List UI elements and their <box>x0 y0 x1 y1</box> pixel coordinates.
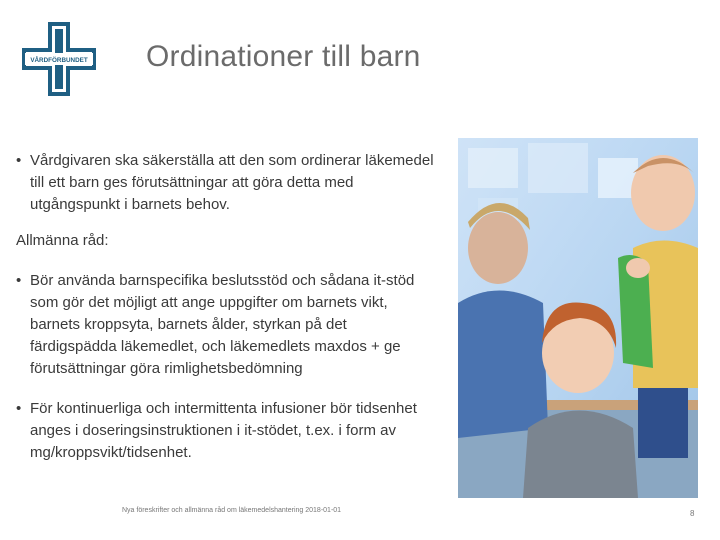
page-number: 8 <box>690 509 695 518</box>
bullet-item <box>16 270 436 380</box>
bullet-text: Bör använda barnspecifika beslutsstöd och sådana it-stöd som gör det möjligt att ange uppgifter om barnets vikt, barnets kroppsyta, barnets ålder, styrkan på det färdigspädda läkemedlet, och läkemedlets maxdos + ge förutsättningar göra rimlighetsbedömning <box>30 272 415 377</box>
bullet-text: Vårdgivaren ska säkerställa att den som ordinerar läkemedel till ett barn ges förutsättningar att göra detta med utgångspunkt i barnets behov. <box>30 152 434 213</box>
bullet-icon: • <box>16 400 22 417</box>
logo-text: VÅRDFÖRBUNDET <box>30 57 88 64</box>
slide-content <box>16 150 436 464</box>
slide-title: Ordinationer till barn <box>146 40 421 73</box>
bullet-item <box>16 150 436 216</box>
footer-text: Nya föreskrifter och allmänna råd om läkemedelshantering 2018-01-01 <box>122 507 342 514</box>
bullet-text: För kontinuerliga och intermittenta infusioner bör tidsenhet anges i doseringsinstruktionen i it-stödet, t.ex. i form av mg/kroppsvikt/tidsenhet. <box>30 400 417 461</box>
bullet-icon: • <box>16 152 22 169</box>
children-photo <box>458 138 698 498</box>
bullet-icon: • <box>16 272 22 289</box>
vardforbundet-logo <box>22 22 96 96</box>
bullet-item <box>16 398 436 464</box>
general-advice-label: Allmänna råd: <box>16 232 109 249</box>
